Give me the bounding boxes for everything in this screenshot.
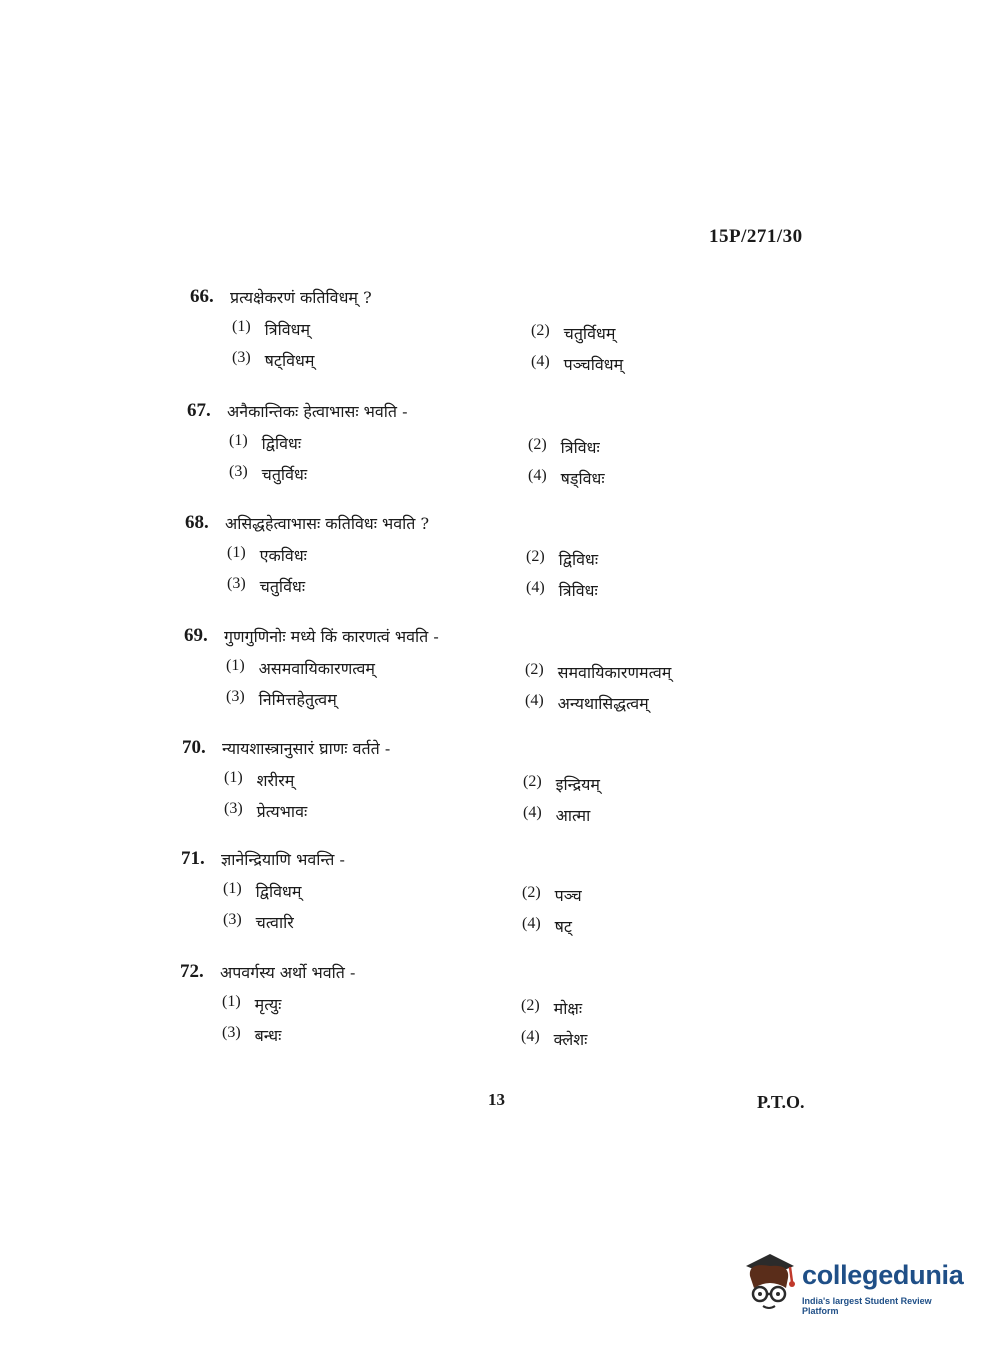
- question-text: अपवर्गस्य अर्थो भवति -: [220, 963, 356, 982]
- option-3: [222, 1024, 281, 1046]
- option-3: [229, 463, 307, 485]
- option-text: षट्: [554, 917, 572, 936]
- option-text: एकविधः: [259, 546, 307, 565]
- option-text: द्विविधम्: [255, 882, 302, 901]
- option-number: (3): [229, 463, 248, 480]
- option-text: क्लेशः: [553, 1030, 588, 1049]
- option-2: [526, 548, 598, 570]
- option-number: (1): [229, 432, 248, 449]
- option-number: (1): [232, 318, 251, 335]
- option-1: [226, 657, 375, 679]
- question-number: 70.: [182, 737, 206, 758]
- option-number: (1): [226, 657, 245, 674]
- option-text: आत्मा: [555, 806, 591, 825]
- option-text: द्विविधः: [261, 434, 302, 453]
- option-text: पञ्च: [554, 886, 582, 905]
- question-block: [181, 848, 841, 958]
- option-number: (2): [526, 548, 545, 565]
- option-2: [531, 322, 615, 344]
- option-text: त्रिविधः: [558, 581, 598, 600]
- option-2: [521, 997, 582, 1019]
- option-text: त्रिविधम्: [264, 320, 311, 339]
- option-number: (1): [227, 544, 246, 561]
- option-text: चत्वारि: [255, 913, 294, 932]
- option-number: (2): [523, 773, 542, 790]
- question-block: [182, 737, 842, 847]
- brand-tagline: India's largest Student Review Platform: [802, 1296, 932, 1316]
- option-1: [232, 318, 310, 340]
- option-number: (4): [531, 353, 550, 370]
- option-3: [232, 349, 314, 371]
- question-text: न्यायशास्त्रानुसारं घ्राणः वर्तते -: [222, 739, 391, 758]
- option-1: [223, 880, 301, 902]
- option-text: मृत्युः: [254, 995, 282, 1014]
- option-text: त्रिविधः: [560, 438, 600, 457]
- option-number: (1): [223, 880, 242, 897]
- option-number: (2): [531, 322, 550, 339]
- option-4: [522, 915, 572, 937]
- option-number: (2): [522, 884, 541, 901]
- option-4: [526, 579, 598, 601]
- option-text: षट्विधम्: [264, 351, 315, 370]
- option-3: [226, 688, 337, 710]
- option-text: मोक्षः: [553, 999, 583, 1018]
- option-2: [525, 661, 671, 683]
- option-1: [222, 993, 281, 1015]
- option-4: [531, 353, 623, 375]
- question-number: 67.: [187, 400, 211, 421]
- option-text: षड्विधः: [560, 469, 605, 488]
- option-number: (4): [522, 915, 541, 932]
- pto-label: P.T.O.: [757, 1092, 805, 1112]
- option-text: बन्धः: [254, 1026, 282, 1045]
- option-number: (2): [521, 997, 540, 1014]
- option-number: (2): [525, 661, 544, 678]
- option-1: [224, 769, 294, 791]
- option-4: [523, 804, 590, 826]
- question-number: 69.: [184, 625, 208, 646]
- option-number: (2): [528, 436, 547, 453]
- option-3: [223, 911, 294, 933]
- question-block: [187, 400, 847, 510]
- question-block: [184, 625, 844, 735]
- option-number: (4): [525, 692, 544, 709]
- option-text: प्रेत्यभावः: [256, 802, 308, 821]
- option-2: [522, 884, 582, 906]
- question-number: 68.: [185, 512, 209, 533]
- mascot-icon: [740, 1248, 800, 1312]
- option-text: इन्द्रियम्: [555, 775, 600, 794]
- option-number: (4): [521, 1028, 540, 1045]
- option-1: [227, 544, 307, 566]
- collegedunia-watermark: [740, 1248, 970, 1318]
- option-number: (3): [232, 349, 251, 366]
- question-number: 66.: [190, 286, 214, 307]
- question-text: असिद्धहेत्वाभासः कतिविधः भवति ?: [225, 514, 430, 533]
- option-2: [523, 773, 600, 795]
- option-4: [528, 467, 605, 489]
- option-text: शरीरम्: [256, 771, 295, 790]
- option-4: [525, 692, 649, 714]
- option-number: (3): [222, 1024, 241, 1041]
- option-text: चतुर्विधः: [259, 577, 306, 596]
- option-text: चतुर्विधम्: [563, 324, 616, 343]
- option-2: [528, 436, 600, 458]
- option-number: (3): [224, 800, 243, 817]
- question-text: ज्ञानेन्द्रियाणि भवन्ति -: [221, 850, 345, 869]
- option-number: (4): [526, 579, 545, 596]
- question-number: 72.: [180, 961, 204, 982]
- brand-name: collegedunia: [802, 1260, 964, 1290]
- option-text: द्विविधः: [558, 550, 599, 569]
- option-number: (1): [224, 769, 243, 786]
- page-number: 13: [488, 1090, 505, 1109]
- question-text: प्रत्यक्षेकरणं कतिविधम् ?: [230, 288, 372, 307]
- option-text: अन्यथासिद्धत्वम्: [557, 694, 649, 713]
- option-1: [229, 432, 301, 454]
- question-text: अनैकान्तिकः हेत्वाभासः भवति -: [227, 402, 408, 421]
- option-number: (4): [523, 804, 542, 821]
- option-text: समवायिकारणमत्वम्: [557, 663, 672, 682]
- question-block: [190, 286, 850, 396]
- option-number: (1): [222, 993, 241, 1010]
- question-block: [180, 961, 840, 1071]
- option-3: [224, 800, 307, 822]
- option-number: (4): [528, 467, 547, 484]
- option-number: (3): [226, 688, 245, 705]
- question-block: [185, 512, 845, 622]
- option-text: चतुर्विधः: [261, 465, 308, 484]
- option-text: पञ्चविधम्: [563, 355, 624, 374]
- option-text: असमवायिकारणत्वम्: [258, 659, 375, 678]
- option-number: (3): [223, 911, 242, 928]
- option-text: निमित्तहेतुत्वम्: [258, 690, 337, 709]
- paper-code: 15P/271/30: [709, 226, 803, 247]
- option-number: (3): [227, 575, 246, 592]
- question-number: 71.: [181, 848, 205, 869]
- option-4: [521, 1028, 587, 1050]
- option-3: [227, 575, 305, 597]
- question-text: गुणगुणिनोः मध्ये किं कारणत्वं भवति -: [224, 627, 439, 646]
